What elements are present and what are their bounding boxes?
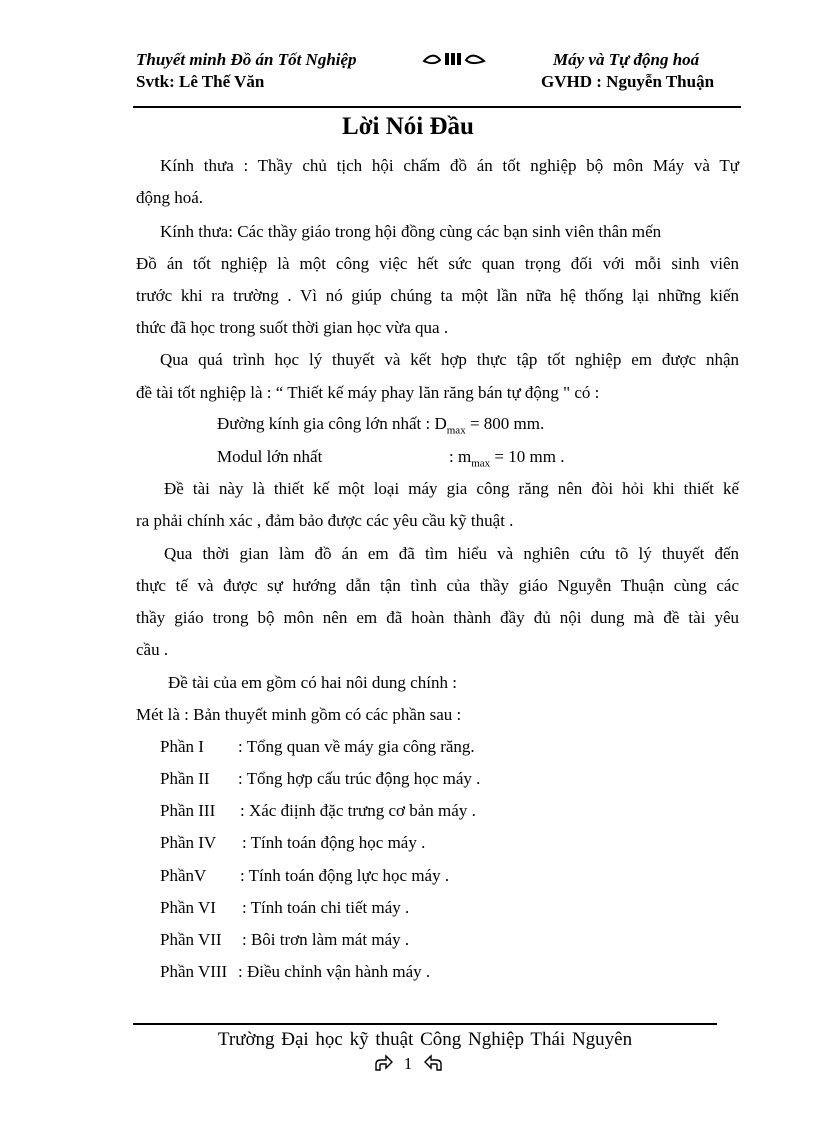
page-number: 1	[403, 1054, 413, 1074]
spec-diameter-value: = 800 mm.	[465, 414, 545, 433]
part-label: PhầnV	[160, 866, 207, 885]
header-supervisor: GVHD : Nguyễn Thuận	[541, 72, 715, 91]
list-item	[160, 801, 476, 821]
ornament-icon	[422, 50, 486, 73]
list-item	[160, 866, 449, 886]
part-label: Phần III	[160, 801, 216, 820]
header-divider	[133, 106, 741, 108]
header-department: Máy và Tự động hoá	[553, 50, 700, 69]
paragraph-line: ra phải chính xác , đảm bảo được các yêu cầu kỹ thuật .	[136, 511, 514, 530]
footer-school: Trường Đại học kỹ thuật Công Nghiệp Thái Nguyên	[217, 1029, 633, 1050]
paragraph-line: Qua thời gian làm đồ án em đã tìm hiểu và nghiên cứu tõ lý thuyết đến	[164, 544, 739, 563]
spec-module-sub: max	[471, 457, 491, 470]
paragraph-line: đề tài tốt nghiệp là : “ Thiết kế máy phay lăn răng bán tự động " có :	[136, 383, 600, 402]
header-student: Svtk: Lê Thế Văn	[136, 72, 265, 91]
part-label: Phần VIII	[160, 962, 228, 981]
part-label: Phần IV	[160, 833, 217, 852]
paragraph-line: Đề tài của em gồm có hai nôi dung chính :	[168, 673, 457, 692]
paragraph-line: động hoá.	[136, 188, 204, 207]
page-title: Lời Nói Đầu	[342, 113, 474, 140]
spec-module	[217, 447, 564, 469]
paragraph-line: thức đã học trong suốt thời gian học vừa qua .	[136, 318, 449, 337]
page-number-row	[0, 1054, 816, 1077]
paragraph-line: Qua quá trình học lý thuyết và kết hợp thực tập tốt nghiệp em được nhận	[160, 350, 739, 369]
part-label: Phần II	[160, 769, 210, 788]
paragraph-line: Đề tài này là thiết kế một loại máy gia công răng nên đòi hỏi khi thiết kế	[164, 479, 739, 498]
paragraph-line: Kính thưa: Các thầy giáo trong hội đồng cùng các bạn sinh viên thân mến	[160, 222, 662, 241]
spec-module-value: = 10 mm .	[490, 447, 565, 466]
part-label: Phần I	[160, 737, 204, 756]
paragraph-line: trước khi ra trường . Vì nó giúp chúng ta một lần nữa hệ thống lại những kiến	[136, 286, 739, 305]
paragraph-line: cầu .	[136, 640, 169, 659]
pointing-arrow-icon	[423, 1054, 443, 1077]
list-item	[160, 833, 425, 853]
list-item	[160, 930, 409, 950]
part-text: : Tính toán động học máy .	[242, 833, 426, 852]
spec-diameter	[217, 414, 544, 436]
part-text: : Tính toán động lực học máy .	[240, 866, 450, 885]
paragraph-line: Đồ án tốt nghiệp là một công việc hết sức quan trọng đối với mỗi sinh viên	[136, 254, 739, 273]
part-label: Phần VII	[160, 930, 222, 949]
part-text: : Tổng quan về máy gia công răng.	[238, 737, 475, 756]
spec-diameter-sub: max	[446, 424, 466, 437]
header-doc-title: Thuyết minh Đồ án Tốt Nghiệp	[136, 50, 357, 69]
part-text: : Tổng hợp cấu trúc động học máy .	[238, 769, 481, 788]
footer-divider	[133, 1023, 717, 1025]
part-label: Phần VI	[160, 898, 216, 917]
list-item	[160, 898, 409, 918]
list-item	[160, 962, 430, 982]
spec-module-colon: : m	[449, 447, 472, 466]
paragraph-line: Mét là : Bản thuyết minh gồm có các phần sau :	[136, 705, 462, 724]
spec-module-label: Modul lớn nhất	[217, 447, 323, 466]
paragraph-line: Kính thưa : Thầy chủ tịch hội chấm đồ án tốt nghiệp bộ môn Máy và Tự	[160, 156, 739, 175]
pointing-arrow-icon	[374, 1054, 394, 1077]
part-text: : Tính toán chi tiết máy .	[242, 898, 410, 917]
spec-diameter-label: Đường kính gia công lớn nhất : D	[217, 414, 447, 433]
paragraph-line: thầy giáo trong bộ môn nên em đã hoàn thành đầy đủ nội dung mà đề tài yêu	[136, 608, 739, 627]
paragraph-line: thực tế và được sự hướng dẫn tận tình của thầy giáo Nguyễn Thuận cùng các	[136, 576, 739, 595]
part-text: : Bôi trơn làm mát máy .	[242, 930, 410, 949]
part-text: : Xác điịnh đặc trưng cơ bản máy .	[240, 801, 476, 820]
part-text: : Điều chỉnh vận hành máy .	[238, 962, 431, 981]
list-item	[160, 737, 475, 757]
list-item	[160, 769, 480, 789]
